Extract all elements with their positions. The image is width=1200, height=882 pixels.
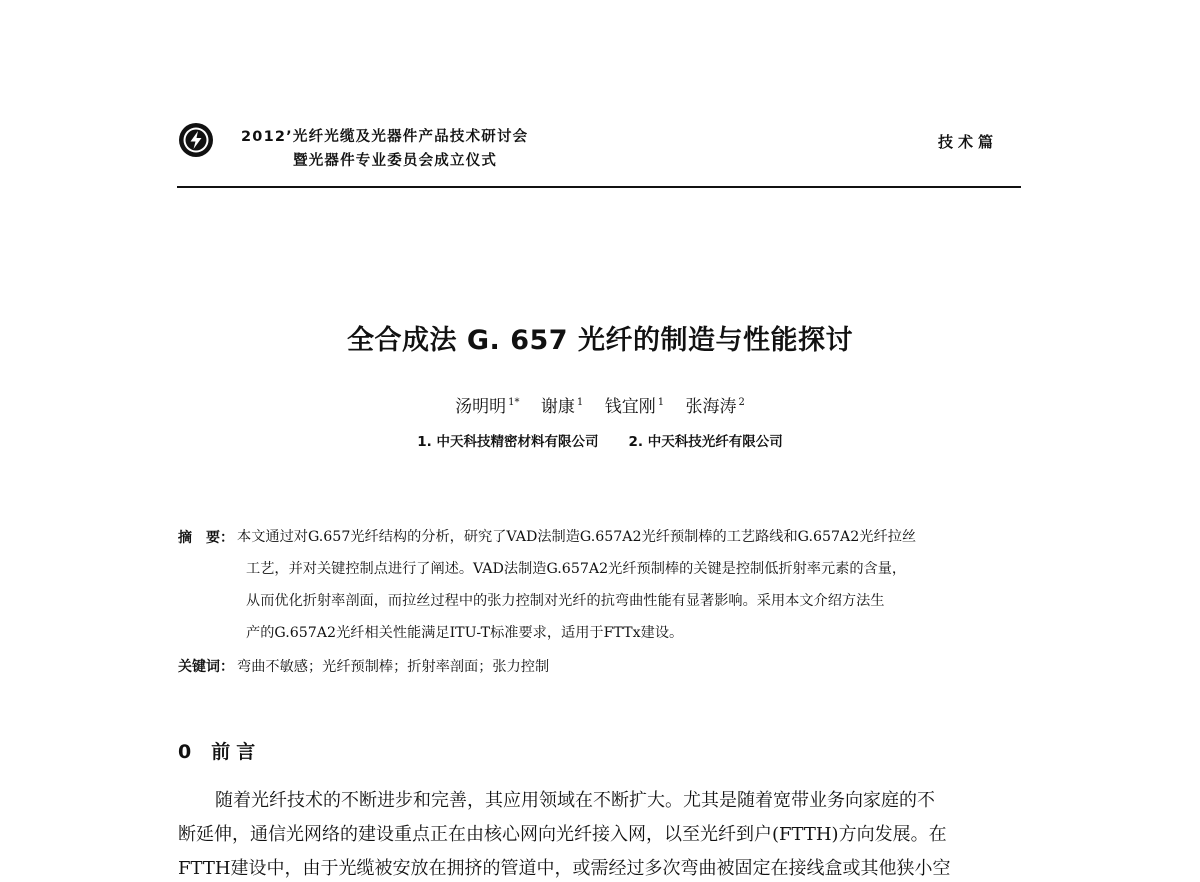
abstract-line: 工艺，并对关键控制点进行了阐述。VAD法制造G.657A2光纤预制棒的关键是控制低折射率元素的含量， — [246, 561, 907, 577]
author-affiliation-mark: 1* — [508, 397, 520, 408]
author — [541, 397, 583, 417]
conference-title — [241, 125, 528, 173]
author-name: 谢康 — [540, 397, 575, 417]
keywords-label: 关键词： — [178, 659, 234, 675]
section-tag: 技术篇 — [938, 133, 999, 151]
author-affiliation-mark: 2 — [738, 397, 745, 408]
abstract-line: 产的G.657A2光纤相关性能满足ITU-T标准要求，适用于FTTx建设。 — [246, 625, 684, 641]
author — [605, 397, 664, 417]
author — [455, 397, 519, 417]
body-paragraph-line: 断延伸，通信光网络的建设重点正在由核心网向光纤接入网，以至光纤到户(FTTH)方向发展。在 — [178, 824, 947, 845]
affiliation-2: 2. 中天科技光纤有限公司 — [628, 434, 783, 450]
paper-title: 全合成法 G. 657 光纤的制造与性能探讨 — [347, 325, 853, 356]
author — [685, 397, 744, 417]
lightning-logo-icon — [178, 122, 214, 158]
section-number: 0 — [178, 741, 192, 763]
affiliation-1: 1. 中天科技精密材料有限公司 — [417, 434, 599, 450]
author-name: 张海涛 — [685, 397, 737, 417]
conference-title-line1: 2012’光纤光缆及光器件产品技术研讨会 — [241, 129, 529, 145]
body-paragraph-line: 随着光纤技术的不断进步和完善，其应用领域在不断扩大。尤其是随着宽带业务向家庭的不 — [215, 790, 935, 811]
keywords-text: 弯曲不敏感；光纤预制棒；折射率剖面；张力控制 — [237, 659, 550, 675]
section-title: 前言 — [211, 741, 262, 763]
header-divider — [177, 186, 1021, 188]
author-name: 汤明明 — [455, 397, 507, 417]
abstract-line: 本文通过对G.657光纤结构的分析，研究了VAD法制造G.657A2光纤预制棒的工艺路线和G.657A2光纤拉丝 — [237, 529, 917, 545]
author-name: 钱宜刚 — [604, 397, 656, 417]
author-list — [0, 392, 1200, 417]
author-affiliation-mark: 1 — [657, 397, 665, 408]
author-affiliation-mark: 1 — [576, 397, 584, 408]
abstract-line: 从而优化折射率剖面，而拉丝过程中的张力控制对光纤的抗弯曲性能有显著影响。采用本文介绍方法生 — [246, 593, 885, 609]
section-heading — [178, 737, 261, 764]
body-paragraph-line: FTTH建设中，由于光缆被安放在拥挤的管道中，或需经过多次弯曲被固定在接线盒或其他狭小空 — [178, 858, 951, 879]
affiliations — [0, 430, 1200, 450]
abstract-label: 摘 要： — [178, 530, 234, 546]
conference-title-line2: 暨光器件专业委员会成立仪式 — [293, 153, 498, 169]
